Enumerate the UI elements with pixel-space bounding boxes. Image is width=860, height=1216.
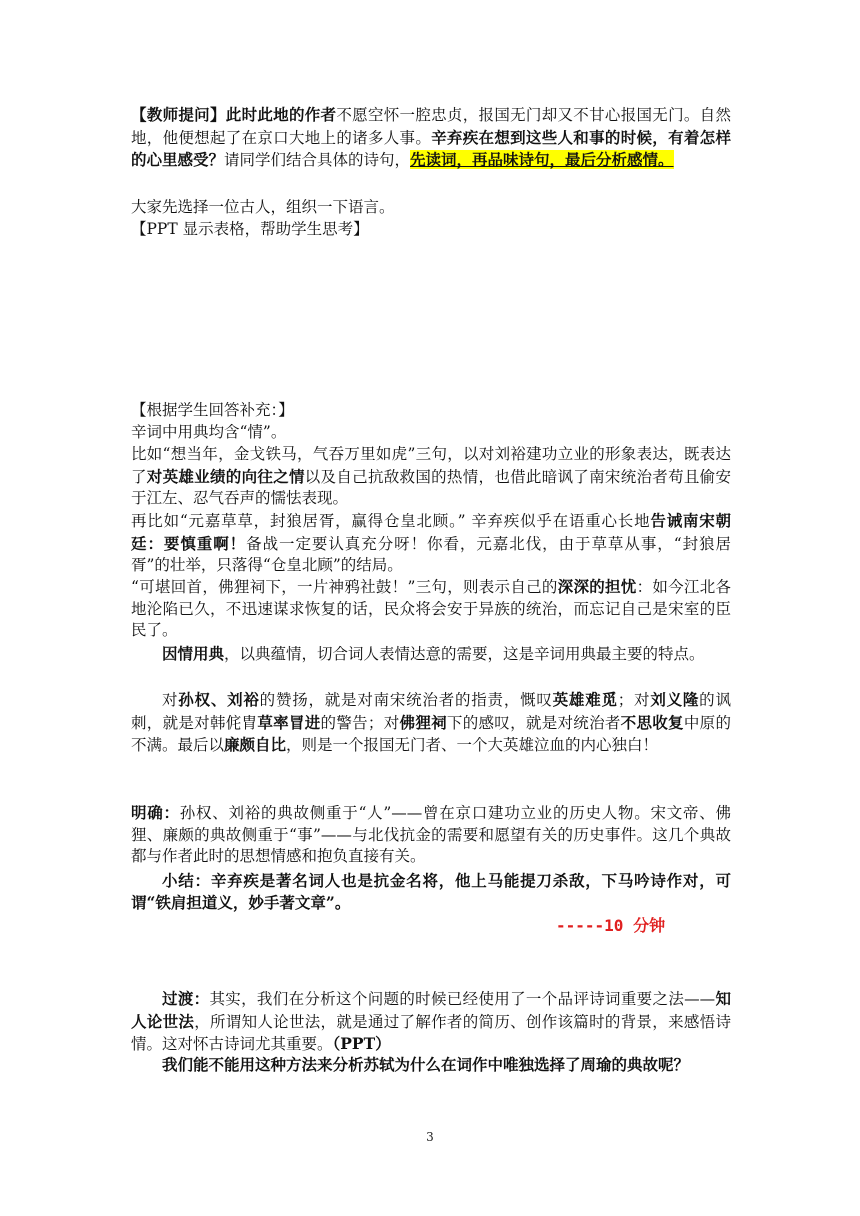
- bold-phrase: 深深的担忧: [557, 577, 637, 596]
- bold-phrase: 过渡：: [162, 989, 210, 1008]
- text-run: 其实，我们在分析这个问题的时候已经使用了一个品评诗词重要之法——: [209, 990, 716, 1008]
- supplement-heading: 【根据学生回答补充：】: [131, 401, 294, 419]
- highlighted-instruction: 先读词，再品味诗句，最后分析感情。: [410, 150, 674, 169]
- transition-paragraph: [131, 988, 731, 1056]
- text-run: 比如“想当年，金戈铁马，气吞万里如虎”三句，以对刘裕建功立业的形象表达，既表达了: [131, 445, 731, 486]
- bold-phrase: 刘义隆: [650, 690, 700, 709]
- teacher-question-tag: 【教师提问】: [131, 105, 226, 124]
- text-run: 不愿空怀一腔忠贞，报国无门却又不甘心报国无门。自然地，他便想起了在京口大地上的诸多人事。: [131, 106, 731, 147]
- text-run: 请同学们结合具体的诗句，: [224, 151, 411, 169]
- choose-line: 大家先选择一位古人，组织一下语言。: [131, 198, 395, 216]
- text-run: ，则是一个报国无门者、一个大英雄泣血的内心独白！: [286, 736, 659, 754]
- bold-phrase: 廉颇自比: [224, 735, 287, 754]
- text-run: 再比如“元嘉草草，封狼居胥，赢得仓皇北顾。” 辛弃疾似乎在语重心长地: [131, 512, 651, 530]
- example-paragraph-1: [131, 444, 731, 510]
- teacher-question-paragraph: [131, 104, 731, 172]
- bold-phrase: 草率冒进: [257, 712, 321, 732]
- text-run: 下的感叹，就是对统治者: [446, 713, 621, 732]
- ppt-note: 【PPT 显示表格，帮助学生思考】: [131, 220, 369, 238]
- text-run: 的警告；对: [320, 713, 400, 732]
- text-run: ；对: [617, 691, 651, 709]
- clarification-paragraph: [131, 802, 731, 868]
- bold-phrase: 不思收复: [620, 712, 684, 732]
- example-paragraph-2: [131, 510, 731, 577]
- question-paragraph: 我们能不能用这种方法来分析苏轼为什么在词作中唯独选择了周瑜的典故呢？: [162, 1055, 690, 1074]
- text-run: 孙权、刘裕的典故侧重于“人”——曾在京口建功立业的历史人物。宋文帝、佛狸、廉颇的典故侧重于“事”——与北伐抗金的需要和愿望有关的历史事件。这几个典故都与作者此时的思想情感和抱负直接有关。: [131, 804, 731, 865]
- text-run: 以及自己抗敌救国的热情，也借此暗讽了南宋统治者苟且偷安于江左、忍气吞声的懦怯表现。: [131, 467, 731, 507]
- bold-phrase: 知人论世法: [131, 989, 731, 1031]
- supplement-line: 辛词中用典均含“情”。: [131, 423, 287, 441]
- bold-phrase: 孙权、刘裕: [178, 690, 260, 709]
- text-run: 的讽刺，就是对韩侂胄: [131, 691, 731, 732]
- timing-note: -----10 分钟: [556, 916, 666, 935]
- example-paragraph-3: [131, 576, 731, 642]
- reason-paragraph: [131, 643, 731, 666]
- text-run: ，以典蕴情，切合词人表情达意的需要，这是辛词用典最主要的特点。: [224, 645, 705, 663]
- text-run: 对: [162, 691, 179, 709]
- bold-question: 辛弃疾在想到这些人和事的时候，有着怎样的心里感受？: [131, 127, 731, 169]
- bold-phrase: 英雄难觅: [552, 690, 618, 709]
- text-run: 的赞扬，就是对南宋统治者的指责，慨叹: [259, 691, 553, 709]
- text-run: 备战一定要认真充分呀！你看，元嘉北伐，由于草草从事，“封狼居胥”的壮举，只落得“仓皇北顾”的结局。: [131, 534, 731, 574]
- praise-paragraph: [131, 689, 731, 757]
- bold-phrase: 对英雄业绩的向往之情: [146, 466, 305, 486]
- text-run: “可堪回首，佛狸祠下，一片神鸦社鼓！”三句，则表示自己的: [131, 578, 558, 596]
- text-run: ，所谓知人论世法，就是通过了解作者的简历、创作该篇时的背景，来感悟诗情。这对怀古诗词尤其重要。: [131, 1012, 731, 1053]
- summary-paragraph: 小结：辛弃疾是著名词人也是抗金名将，他上马能提刀杀敌，下马吟诗作对，可谓“铁肩担道义，妙手著文章”。: [131, 871, 731, 912]
- page-number: 3: [426, 1130, 434, 1144]
- bold-phrase: 佛狸祠: [399, 712, 447, 732]
- bold-phrase: 明确：: [131, 803, 180, 822]
- bold-phrase: 此时此地的作者: [225, 105, 337, 124]
- bold-phrase: 因情用典: [162, 644, 225, 663]
- text-run: 中原的不满。最后以: [131, 713, 731, 754]
- bold-phrase: （PPT）: [332, 1034, 391, 1053]
- bold-phrase: 告诫南宋朝廷：要慎重啊！: [131, 511, 731, 553]
- text-run: ：如今江北各地沦陷已久，不迅速谋求恢复的话，民众将会安于异族的统治，而忘记自己是宋室的臣民了。: [131, 578, 731, 639]
